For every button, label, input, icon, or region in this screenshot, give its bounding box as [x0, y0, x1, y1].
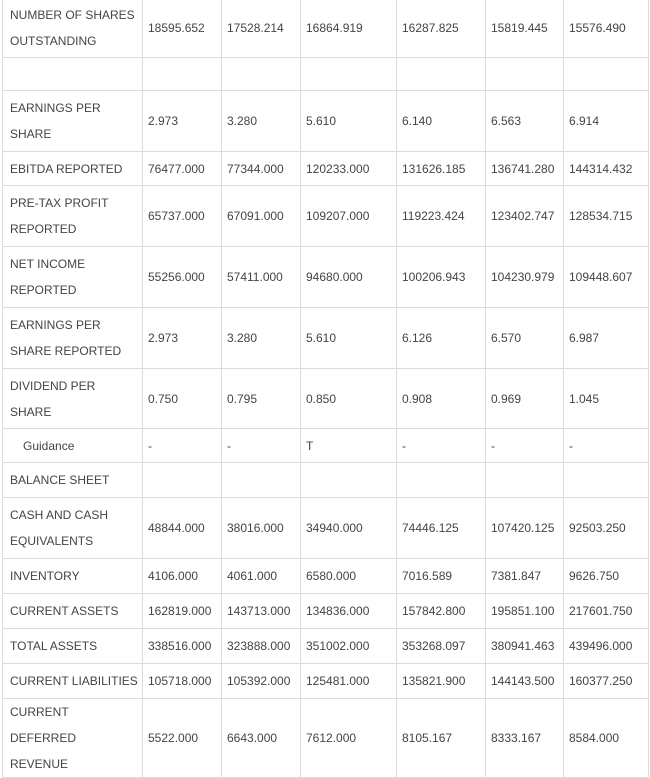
table-cell: T: [301, 429, 397, 463]
table-cell: 48844.000: [143, 498, 222, 559]
table-cell: 109448.607: [564, 247, 649, 308]
table-cell: [486, 58, 564, 91]
table-cell: [486, 463, 564, 498]
table-row: [3, 594, 649, 629]
table-cell: 1.045: [564, 369, 649, 429]
table-cell: 143713.000: [222, 594, 301, 629]
table-cell: 100206.943: [397, 247, 486, 308]
table-row: [3, 369, 649, 429]
table-row: [3, 463, 649, 498]
table-cell: [143, 58, 222, 91]
table-row: [3, 91, 649, 152]
row-label: CASH AND CASH EQUIVALENTS: [3, 498, 143, 559]
table-cell: [397, 463, 486, 498]
table-cell: 0.795: [222, 369, 301, 429]
table-cell: 0.969: [486, 369, 564, 429]
table-cell: 2.973: [143, 91, 222, 152]
table-cell: 15819.445: [486, 0, 564, 58]
table-cell: -: [143, 429, 222, 463]
row-label: DIVIDEND PER SHARE: [3, 369, 143, 429]
table-cell: 162819.000: [143, 594, 222, 629]
row-label: CURRENT DEFERRED REVENUE: [3, 699, 143, 778]
table-cell: -: [222, 429, 301, 463]
table-cell: 55256.000: [143, 247, 222, 308]
table-cell: 7381.847: [486, 559, 564, 594]
table-cell: 144143.500: [486, 664, 564, 699]
table-row: [3, 429, 649, 463]
table-cell: 77344.000: [222, 152, 301, 186]
table-cell: 16864.919: [301, 0, 397, 58]
table-cell: 15576.490: [564, 0, 649, 58]
table-cell: 6643.000: [222, 699, 301, 778]
table-cell: 351002.000: [301, 629, 397, 664]
table-cell: 119223.424: [397, 186, 486, 247]
table-cell: 17528.214: [222, 0, 301, 58]
table-cell: 7612.000: [301, 699, 397, 778]
table-cell: 120233.000: [301, 152, 397, 186]
table-row: [3, 498, 649, 559]
table-cell: 0.750: [143, 369, 222, 429]
row-label: EBITDA REPORTED: [3, 152, 143, 186]
table-cell: [301, 463, 397, 498]
table-row: [3, 0, 649, 58]
table-cell: 136741.280: [486, 152, 564, 186]
financial-data-table: [2, 0, 649, 778]
table-cell: 439496.000: [564, 629, 649, 664]
table-cell: 6.570: [486, 308, 564, 369]
table-cell: 157842.800: [397, 594, 486, 629]
table-cell: 131626.185: [397, 152, 486, 186]
table-cell: 217601.750: [564, 594, 649, 629]
table-row: [3, 186, 649, 247]
table-cell: 6580.000: [301, 559, 397, 594]
table-cell: 2.973: [143, 308, 222, 369]
table-row: [3, 58, 649, 91]
table-cell: 8333.167: [486, 699, 564, 778]
row-label: [3, 58, 143, 91]
table-cell: 353268.097: [397, 629, 486, 664]
table-cell: 0.850: [301, 369, 397, 429]
table-row: [3, 699, 649, 778]
row-label: EARNINGS PER SHARE REPORTED: [3, 308, 143, 369]
row-label: NUMBER OF SHARES OUTSTANDING: [3, 0, 143, 58]
row-label: CURRENT ASSETS: [3, 594, 143, 629]
table-cell: [301, 58, 397, 91]
table-cell: [222, 463, 301, 498]
table-cell: 0.908: [397, 369, 486, 429]
table-row: [3, 152, 649, 186]
table-cell: [397, 58, 486, 91]
table-row: [3, 629, 649, 664]
table-row: [3, 308, 649, 369]
table-cell: 105392.000: [222, 664, 301, 699]
table-cell: 104230.979: [486, 247, 564, 308]
table-row: [3, 664, 649, 699]
table-cell: 109207.000: [301, 186, 397, 247]
table-cell: 4061.000: [222, 559, 301, 594]
row-label: INVENTORY: [3, 559, 143, 594]
row-label: EARNINGS PER SHARE: [3, 91, 143, 152]
section-heading: BALANCE SHEET: [3, 463, 143, 498]
table-cell: 6.126: [397, 308, 486, 369]
table-cell: 323888.000: [222, 629, 301, 664]
table-cell: 107420.125: [486, 498, 564, 559]
table-cell: 5522.000: [143, 699, 222, 778]
table-cell: -: [397, 429, 486, 463]
row-label: Guidance: [3, 429, 143, 463]
table-cell: [564, 463, 649, 498]
table-cell: 3.280: [222, 308, 301, 369]
table-cell: 5.610: [301, 308, 397, 369]
table-cell: 195851.100: [486, 594, 564, 629]
table-cell: 5.610: [301, 91, 397, 152]
table-cell: 123402.747: [486, 186, 564, 247]
row-label: PRE-TAX PROFIT REPORTED: [3, 186, 143, 247]
table-cell: 125481.000: [301, 664, 397, 699]
table-cell: 16287.825: [397, 0, 486, 58]
table-cell: 67091.000: [222, 186, 301, 247]
table-row: [3, 247, 649, 308]
table-cell: [222, 58, 301, 91]
table-cell: 128534.715: [564, 186, 649, 247]
table-row: [3, 559, 649, 594]
table-cell: 8105.167: [397, 699, 486, 778]
table-cell: 6.140: [397, 91, 486, 152]
table-cell: 65737.000: [143, 186, 222, 247]
table-cell: -: [486, 429, 564, 463]
row-label: CURRENT LIABILITIES: [3, 664, 143, 699]
row-label: TOTAL ASSETS: [3, 629, 143, 664]
table-cell: 4106.000: [143, 559, 222, 594]
table-cell: 134836.000: [301, 594, 397, 629]
table-cell: 8584.000: [564, 699, 649, 778]
table-cell: 94680.000: [301, 247, 397, 308]
row-label: NET INCOME REPORTED: [3, 247, 143, 308]
table-cell: [564, 58, 649, 91]
table-cell: 18595.652: [143, 0, 222, 58]
table-cell: 135821.900: [397, 664, 486, 699]
table-cell: 7016.589: [397, 559, 486, 594]
table-cell: 105718.000: [143, 664, 222, 699]
table-cell: [143, 463, 222, 498]
table-cell: 144314.432: [564, 152, 649, 186]
table-cell: 92503.250: [564, 498, 649, 559]
table-cell: 9626.750: [564, 559, 649, 594]
table-cell: 3.280: [222, 91, 301, 152]
table-cell: 6.987: [564, 308, 649, 369]
table-cell: 34940.000: [301, 498, 397, 559]
table-cell: 380941.463: [486, 629, 564, 664]
table-cell: 38016.000: [222, 498, 301, 559]
table-cell: 57411.000: [222, 247, 301, 308]
table-cell: 76477.000: [143, 152, 222, 186]
table-cell: 6.914: [564, 91, 649, 152]
table-cell: 338516.000: [143, 629, 222, 664]
table-cell: 74446.125: [397, 498, 486, 559]
table-cell: 6.563: [486, 91, 564, 152]
table-cell: 160377.250: [564, 664, 649, 699]
table-cell: -: [564, 429, 649, 463]
